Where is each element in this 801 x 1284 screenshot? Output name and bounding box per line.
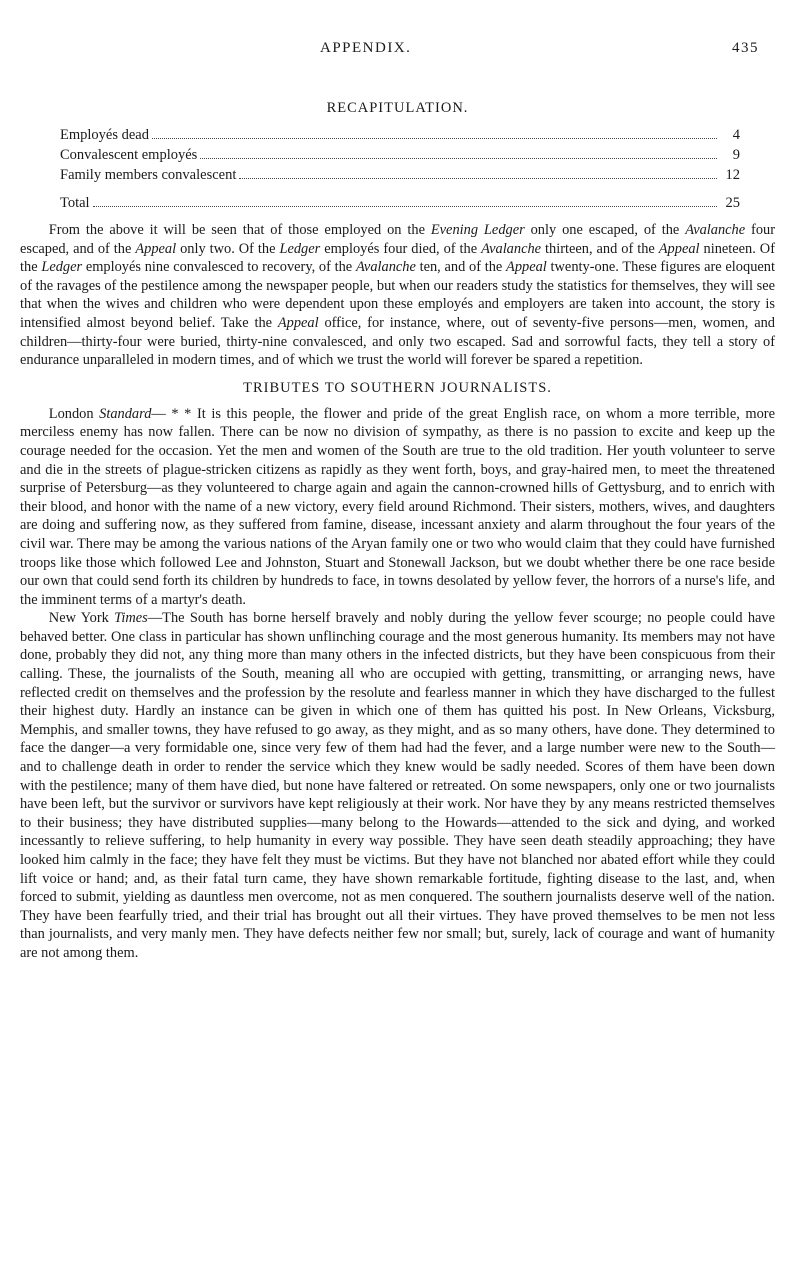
recap-label: Convalescent employés: [60, 147, 198, 163]
recap-total-row: [60, 193, 740, 213]
recap-value: 12: [725, 167, 740, 183]
newspaper-name: Appeal: [506, 259, 547, 276]
total-label: Total: [60, 195, 90, 211]
standard-tribute-paragraph: London Standard— * * It is this people, the flower and pride of the great English race, on whom a more terrible, more merciless enemy has now fallen. There can be now no division of sympathy, as there is no passion to excite and keep up the courage needed for the occasion. Yet the men and women of the South are true to the old tradition. Her youth volunteer to serve and die in the streets of plague-stricken citizens as rapidly as they went forth, boys, and gray-haired men, to meet the threatened surprise of Petersburg—as they volunteered to charge again and again the cannon-crowned hills of Gettysburg, and to enrich with their blood, and honor with the name of a new victory, every field around Richmond. Their sisters, mothers, wives, and daughters are doing and suffering now, as they suffered from famine, disease, incessant anxiety and alarm throughout the four years of the civil war. There may be among the various nations of the Aryan family one or two who would claim that they could have furnished troops like those which followed Lee and Johnston, Stuart and Stonewall Jackson, but we doubt whether there be one race beside our own that could send forth its children by hundreds to face, in towns desolated by yellow fever, the horrors of a nurse's life, and the imminent terms of a martyr's death.: [20, 405, 775, 608]
leader-dots: [239, 178, 717, 179]
page-content: [20, 100, 775, 963]
newspaper-name: Appeal: [135, 240, 177, 257]
recap-label: Family members convalescent: [60, 167, 237, 183]
recapitulation-heading: RECAPITULATION.: [326, 100, 469, 116]
recap-row: [60, 125, 740, 145]
leader-dots: [152, 138, 717, 139]
newspaper-name: Ledger: [279, 240, 321, 257]
newspaper-name: Standard: [99, 405, 152, 422]
newspaper-name: Ledger: [41, 259, 83, 276]
newspaper-name: Avalanche: [481, 240, 542, 257]
newspaper-name: Appeal: [277, 314, 319, 331]
recapitulation-table: [60, 125, 740, 213]
leader-dots: [93, 206, 717, 207]
summary-paragraph: From the above it will be seen that of those employed on the Evening Ledger only one escaped, of the Avalanche four escaped, and of the Appeal only two. Of the Ledger employés four died, of the Avalanche thirteen, and of the Appeal nineteen. Of the Ledger employés nine convalesced to recovery, of the Avalanche ten, and of the Appeal twenty-one. These figures are eloquent of the ravages of the pestilence among the newspaper people, but when our readers study the statistics for themselves, they will see that when the wives and children who were dependent upon these employés and employers are taken into account, the story is intensified almost beyond belief. Take the Appeal office, for instance, where, out of seventy-five persons—men, women, and children—thirty-four were buried, thirty-nine convalesced, and only two escaped. Sad and sorrowful facts, they tell a story of endurance unparalleled in modern times, and of which we trust the world will forever be spared a repetition.: [20, 222, 776, 369]
total-value: 25: [725, 195, 740, 211]
recap-value: 4: [732, 127, 740, 143]
running-title: APPENDIX.: [320, 40, 412, 56]
tributes-heading: TRIBUTES TO SOUTHERN JOURNALISTS.: [243, 379, 552, 396]
leader-dots: [200, 158, 717, 159]
page-number: 435: [732, 40, 759, 56]
newspaper-name: Appeal: [658, 240, 700, 257]
times-tribute-paragraph: New York Times—The South has borne herself bravely and nobly during the yellow fever scourge; no people could have behaved better. One class in particular has shown unflinching courage and the most generous humanity. Its members may not have done, probably they did not, any thing more than many others in the infected districts, but they have been conspicuous from their calling. These, the journalists of the South, meaning all who are occupied with getting, transmitting, or arranging news, have reflected credit on themselves and the profession by the resolute and fearless manner in which they have discharged to the fullest their highest duty. Hardly an instance can be given in which one of them has quitted his post. In New Orleans, Vicksburg, Memphis, and smaller towns, they have refused to go away, as they might, and as so many others, have done. They determined to face the danger—a very formidable one, since very few of them had had the fever, and a large number were new to the South—and to challenge death in order to render the service which they knew would be sadly needed. Scores of them have been down with the pestilence; many of them have died, but none have faltered or retreated. On some newspapers, only one or two journalists have been left, but the survivor or survivors have kept religiously at their work. Nor have they by any means restricted themselves to their business; they have distributed supplies—many belong to the Howards—attended to the sick and dying, and worked incessantly to relieve suffering, to help humanity in every way possible. They have seen death steadily approaching; they have looked him calmly in the face; they have felt they must be victims. But they have not blanched nor abated effort while they could lift voice or hand; and, as their fatal turn came, they have shown remarkable fortitude, fighting disease to the last, and, when forced to submit, yielding as dauntless men overcome, not as men conquered. The southern journalists deserve well of the nation. They have been fearfully tried, and their trial has brought out all their virtues. They have proved themselves to be men not less than journalists, and very manly men. They have defects neither few nor small; but, surely, lack of courage and want of humanity are not among them.: [20, 610, 775, 961]
newspaper-name: Avalanche: [355, 259, 416, 276]
recap-row: [60, 165, 740, 185]
newspaper-name: Times: [114, 610, 148, 627]
newspaper-name: Evening Ledger: [430, 222, 525, 238]
recap-label: Employés dead: [60, 127, 149, 143]
recap-row: [60, 145, 740, 165]
recap-value: 9: [732, 147, 740, 163]
newspaper-name: Avalanche: [685, 222, 746, 238]
